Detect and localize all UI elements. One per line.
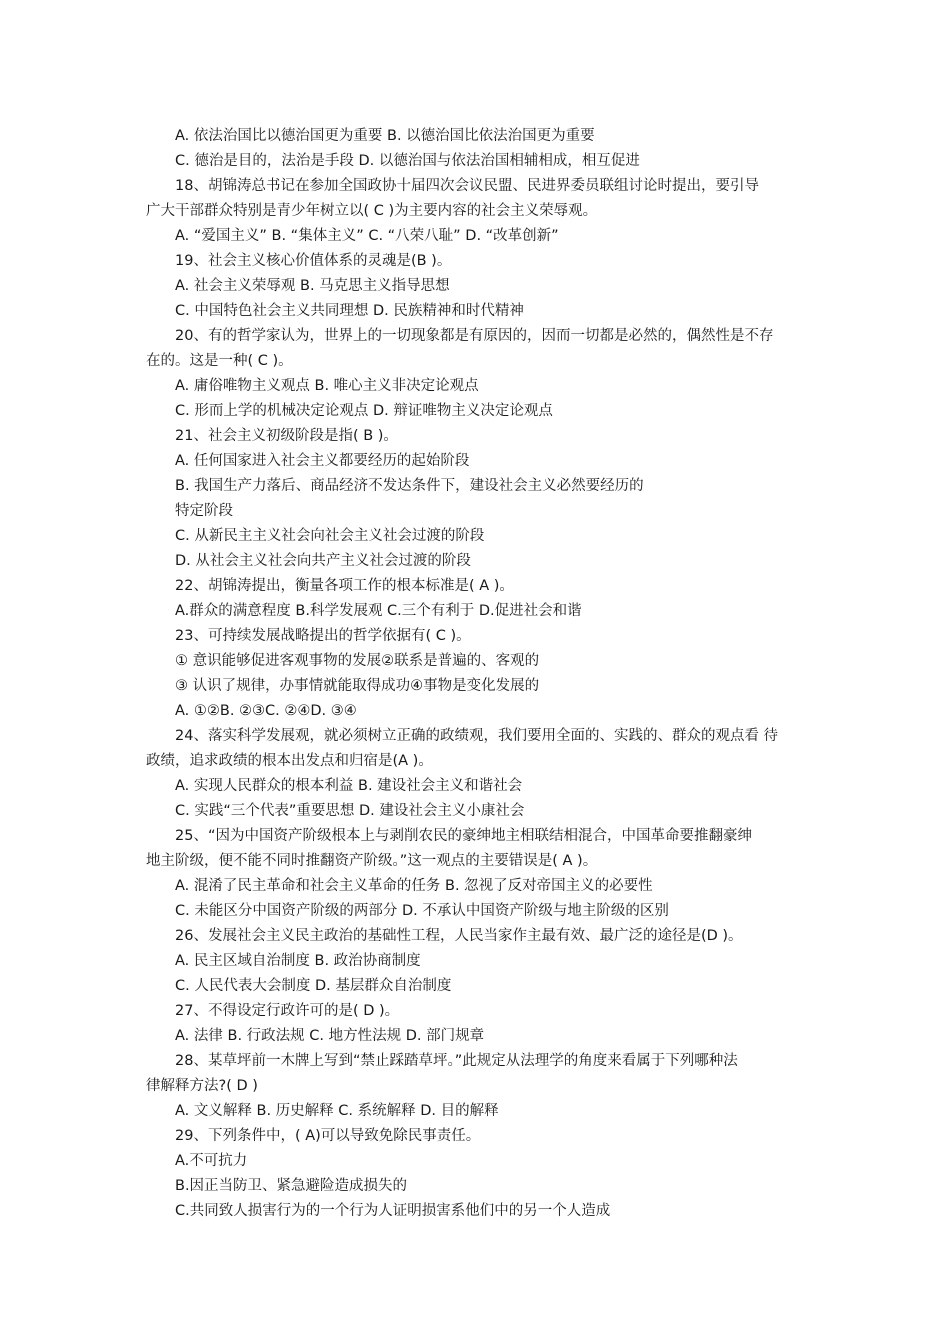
text-line: 27、不得设定行政许可的是( D )。: [175, 1003, 400, 1019]
text-line: 23、可持续发展战略提出的哲学依据有( C )。: [175, 628, 471, 644]
text-line: A. 依法治国比以德治国更为重要 B. 以德治国比依法治国更为重要: [175, 128, 595, 144]
text-line: 24、落实科学发展观，就必须树立正确的政绩观，我们要用全面的、实践的、群众的观点看 待: [175, 728, 779, 744]
text-line: B. 我国生产力落后、商品经济不发达条件下，建设社会主义必然要经历的: [175, 478, 644, 494]
text-line: C. 实践“三个代表”重要思想 D. 建设社会主义小康社会: [175, 803, 525, 819]
text-line: ③ 认识了规律，办事情就能取得成功④事物是变化发展的: [175, 678, 540, 694]
text-line: A.不可抗力: [175, 1153, 248, 1169]
text-line: A. 文义解释 B. 历史解释 C. 系统解释 D. 目的解释: [175, 1103, 499, 1119]
text-line: 律解释方法?( D ): [146, 1078, 258, 1094]
text-line: C. 从新民主主义社会向社会主义社会过渡的阶段: [175, 528, 485, 544]
text-line: 26、发展社会主义民主政治的基础性工程，人民当家作主最有效、最广泛的途径是(D )。: [175, 928, 743, 944]
text-line: A. “爱国主义” B. “集体主义” C. “八荣八耻” D. “改革创新”: [175, 228, 559, 244]
text-line: 18、胡锦涛总书记在参加全国政协十届四次会议民盟、民进界委员联组讨论时提出，要引导: [175, 178, 759, 194]
text-line: 29、下列条件中，( A)可以导致免除民事责任。: [175, 1128, 481, 1144]
text-line: 政绩，追求政绩的根本出发点和归宿是(A )。: [146, 753, 433, 769]
text-line: A. 民主区域自治制度 B. 政治协商制度: [175, 953, 421, 969]
text-line: 在的。这是一种( C )。: [146, 353, 293, 369]
text-line: A. 社会主义荣辱观 B. 马克思主义指导思想: [175, 278, 450, 294]
text-line: C.共同致人损害行为的一个行为人证明损害系他们中的另一个人造成: [175, 1203, 611, 1219]
text-line: A. 法律 B. 行政法规 C. 地方性法规 D. 部门规章: [175, 1028, 485, 1044]
text-line: A. ①②B. ②③C. ②④D. ③④: [175, 703, 357, 719]
text-line: A. 实现人民群众的根本利益 B. 建设社会主义和谐社会: [175, 778, 523, 794]
text-line: A.群众的满意程度 B.科学发展观 C.三个有利于 D.促进社会和谐: [175, 603, 582, 619]
text-line: 特定阶段: [175, 503, 233, 519]
text-line: C. 形而上学的机械决定论观点 D. 辩证唯物主义决定论观点: [175, 403, 553, 419]
text-line: 20、有的哲学家认为，世界上的一切现象都是有原因的，因而一切都是必然的，偶然性是不存: [175, 328, 774, 344]
text-line: 28、某草坪前一木牌上写到“禁止踩踏草坪。”此规定从法理学的角度来看属于下列哪种法: [175, 1053, 738, 1069]
text-line: B.因正当防卫、紧急避险造成损失的: [175, 1178, 408, 1194]
text-line: ① 意识能够促进客观事物的发展②联系是普遍的、客观的: [175, 653, 540, 669]
text-line: 21、社会主义初级阶段是指( B )。: [175, 428, 398, 444]
text-line: C. 未能区分中国资产阶级的两部分 D. 不承认中国资产阶级与地主阶级的区别: [175, 903, 669, 919]
text-line: 广大干部群众特别是青少年树立以( C )为主要内容的社会主义荣辱观。: [146, 203, 598, 219]
document-body: [146, 124, 810, 1224]
text-line: D. 从社会主义社会向共产主义社会过渡的阶段: [175, 553, 471, 569]
text-line: 25、“因为中国资产阶级根本上与剥削农民的豪绅地主相联结相混合，中国革命要推翻豪绅: [175, 828, 752, 844]
text-line: A. 任何国家进入社会主义都要经历的起始阶段: [175, 453, 470, 469]
text-line: A. 混淆了民主革命和社会主义革命的任务 B. 忽视了反对帝国主义的必要性: [175, 878, 653, 894]
text-line: A. 庸俗唯物主义观点 B. 唯心主义非决定论观点: [175, 378, 479, 394]
text-line: C. 德治是目的，法治是手段 D. 以德治国与依法治国相辅相成，相互促进: [175, 153, 640, 169]
text-line: C. 人民代表大会制度 D. 基层群众自治制度: [175, 978, 452, 994]
text-line: 地主阶级，便不能不同时推翻资产阶级。”这一观点的主要错误是( A )。: [146, 853, 598, 869]
text-line: 19、社会主义核心价值体系的灵魂是(B )。: [175, 253, 452, 269]
text-line: C. 中国特色社会主义共同理想 D. 民族精神和时代精神: [175, 303, 524, 319]
text-line: 22、胡锦涛提出，衡量各项工作的根本标准是( A )。: [175, 578, 514, 594]
